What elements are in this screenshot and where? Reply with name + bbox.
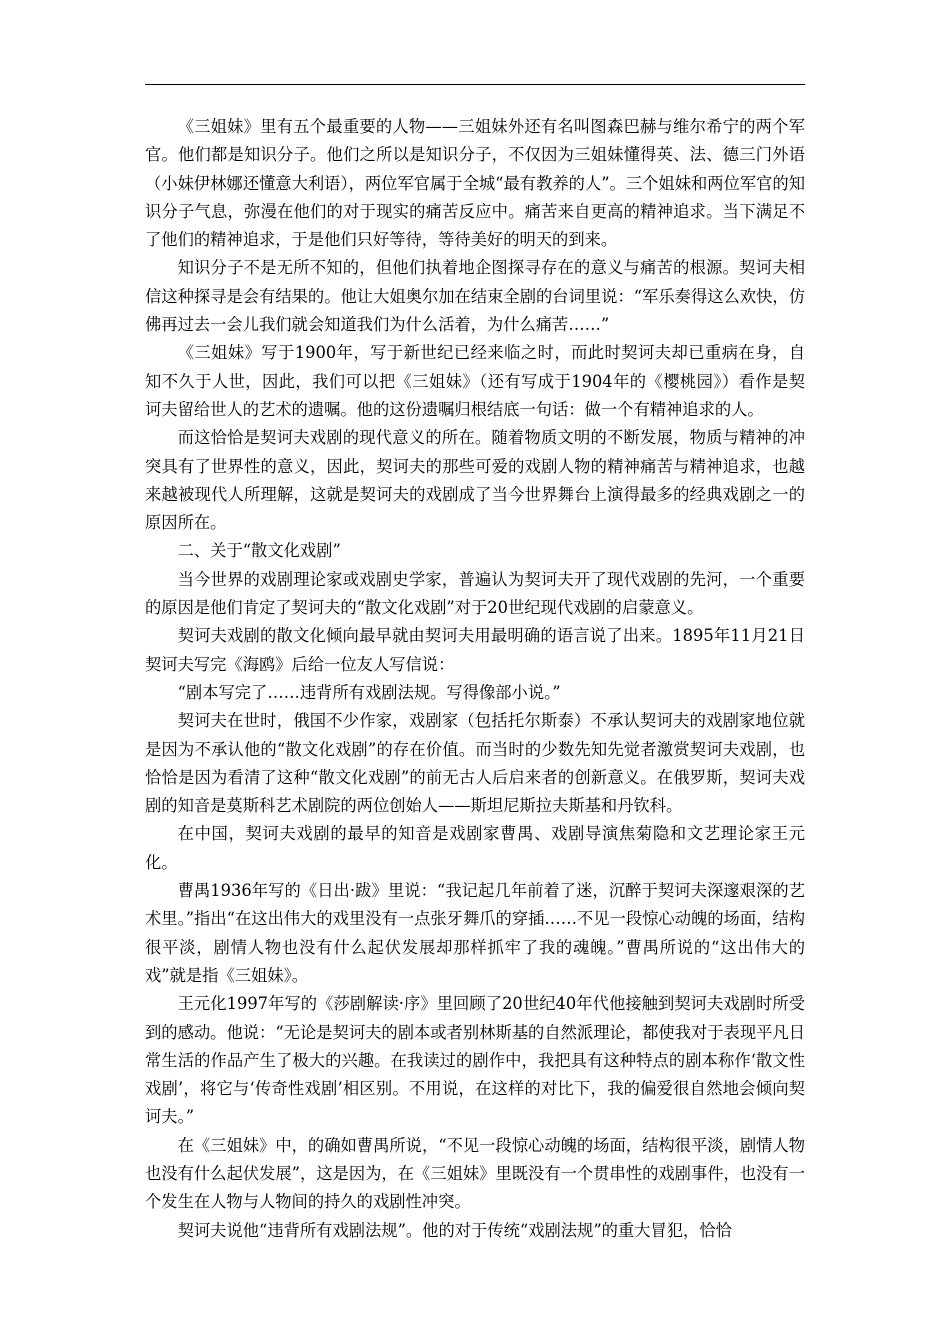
paragraph: 在《三姐妹》中，的确如曹禺所说，“不见一段惊心动魄的场面，结构很平淡，剧情人物也没有什么起伏发展”，这是因为，在《三姐妹》里既没有一个贯串性的戏剧事件，也没有一个发生在人物与人物间的持久的戏剧性冲突。	[145, 1135, 805, 1212]
paragraph: 知识分子不是无所不知的，但他们执着地企图探寻存在的意义与痛苦的根源。契诃夫相信这种探寻是会有结果的。他让大姐奥尔加在结束全剧的台词里说：“军乐奏得这么欢快，仿佛再过去一会儿我们就会知道我们为什么活着，为什么痛苦……”	[145, 258, 805, 335]
paragraph: 而这恰恰是契诃夫戏剧的现代意义的所在。随着物质文明的不断发展，物质与精神的冲突具有了世界性的意义，因此，契诃夫的那些可爱的戏剧人物的精神痛苦与精神追求，也越来越被现代人所理解，这就是契诃夫的戏剧成了当今世界舞台上演得最多的经典戏剧之一的原因所在。	[145, 428, 805, 533]
paragraph: 曹禺1936年写的《日出·跋》里说：“我记起几年前着了迷，沉醉于契诃夫深邃艰深的艺术里。”指出“在这出伟大的戏里没有一点张牙舞爪的穿插……不见一段惊心动魄的场面，结构很平淡，剧情人物也没有什么起伏发展却那样抓牢了我的魂魄。”曹禺所说的“这出伟大的戏”就是指《三姐妹》。	[145, 881, 805, 985]
paragraph: 契诃夫戏剧的散文化倾向最早就由契诃夫用最明确的语言说了出来。1895年11月21日契诃夫写完《海鸥》后给一位友人写信说：	[145, 626, 805, 674]
paragraph: 《三姐妹》里有五个最重要的人物——三姐妹外还有名叫图森巴赫与维尔希宁的两个军官。他们都是知识分子。他们之所以是知识分子，不仅因为三姐妹懂得英、法、德三门外语（小妹伊林娜还懂意大利语），两位军官属于全城“最有教养的人”。三个姐妹和两位军官的知识分子气息，弥漫在他们的对于现实的痛苦反应中。痛苦来自更高的精神追求。当下满足不了他们的精神追求，于是他们只好等待，等待美好的明天的到来。	[145, 117, 805, 250]
paragraph: 契诃夫在世时，俄国不少作家，戏剧家（包括托尔斯泰）不承认契诃夫的戏剧家地位就是因为不承认他的“散文化戏剧”的存在价值。而当时的少数先知先觉者激赏契诃夫戏剧，也恰恰是因为看清了这种“散文化戏剧”的前无古人后启来者的创新意义。在俄罗斯，契诃夫戏剧的知音是莫斯科艺术剧院的两位创始人——斯坦尼斯拉夫斯基和丹钦科。	[145, 711, 805, 816]
paragraph: 《三姐妹》写于1900年，写于新世纪已经来临之时，而此时契诃夫却已重病在身，自知不久于人世，因此，我们可以把《三姐妹》（还有写成于1904年的《樱桃园》）看作是契诃夫留给世人的艺术的遗嘱。他的这份遗嘱归根结底一句话：做一个有精神追求的人。	[145, 343, 805, 419]
paragraph: 当今世界的戏剧理论家或戏剧史学家，普遍认为契诃夫开了现代戏剧的先河，一个重要的原因是他们肯定了契诃夫的“散文化戏剧”对于20世纪现代戏剧的启蒙意义。	[145, 569, 805, 618]
header-rule	[145, 84, 805, 85]
body-text	[145, 113, 805, 1245]
paragraph: 契诃夫说他“违背所有戏剧法规”。他的对于传统“戏剧法规”的重大冒犯，恰恰	[177, 1220, 732, 1240]
quotation: “剧本写完了……违背所有戏剧法规。写得像部小说。”	[177, 682, 561, 702]
paragraph: 在中国，契诃夫戏剧的最早的知音是戏剧家曹禺、戏剧导演焦菊隐和文艺理论家王元化。	[145, 824, 805, 872]
section-heading: 二、关于“散文化戏剧”	[177, 541, 341, 561]
paragraph: 王元化1997年写的《莎剧解读·序》里回顾了20世纪40年代他接触到契诃夫戏剧时所受到的感动。他说：“无论是契诃夫的剧本或者别林斯基的自然派理论，都使我对于表现平凡日常生活的作品产生了极大的兴趣。在我读过的剧作中，我把具有这种特点的剧本称作‘散文性戏剧’，将它与‘传奇性戏剧’相区别。不用说，在这样的对比下，我的偏爱很自然地会倾向契诃夫。”	[145, 994, 805, 1127]
